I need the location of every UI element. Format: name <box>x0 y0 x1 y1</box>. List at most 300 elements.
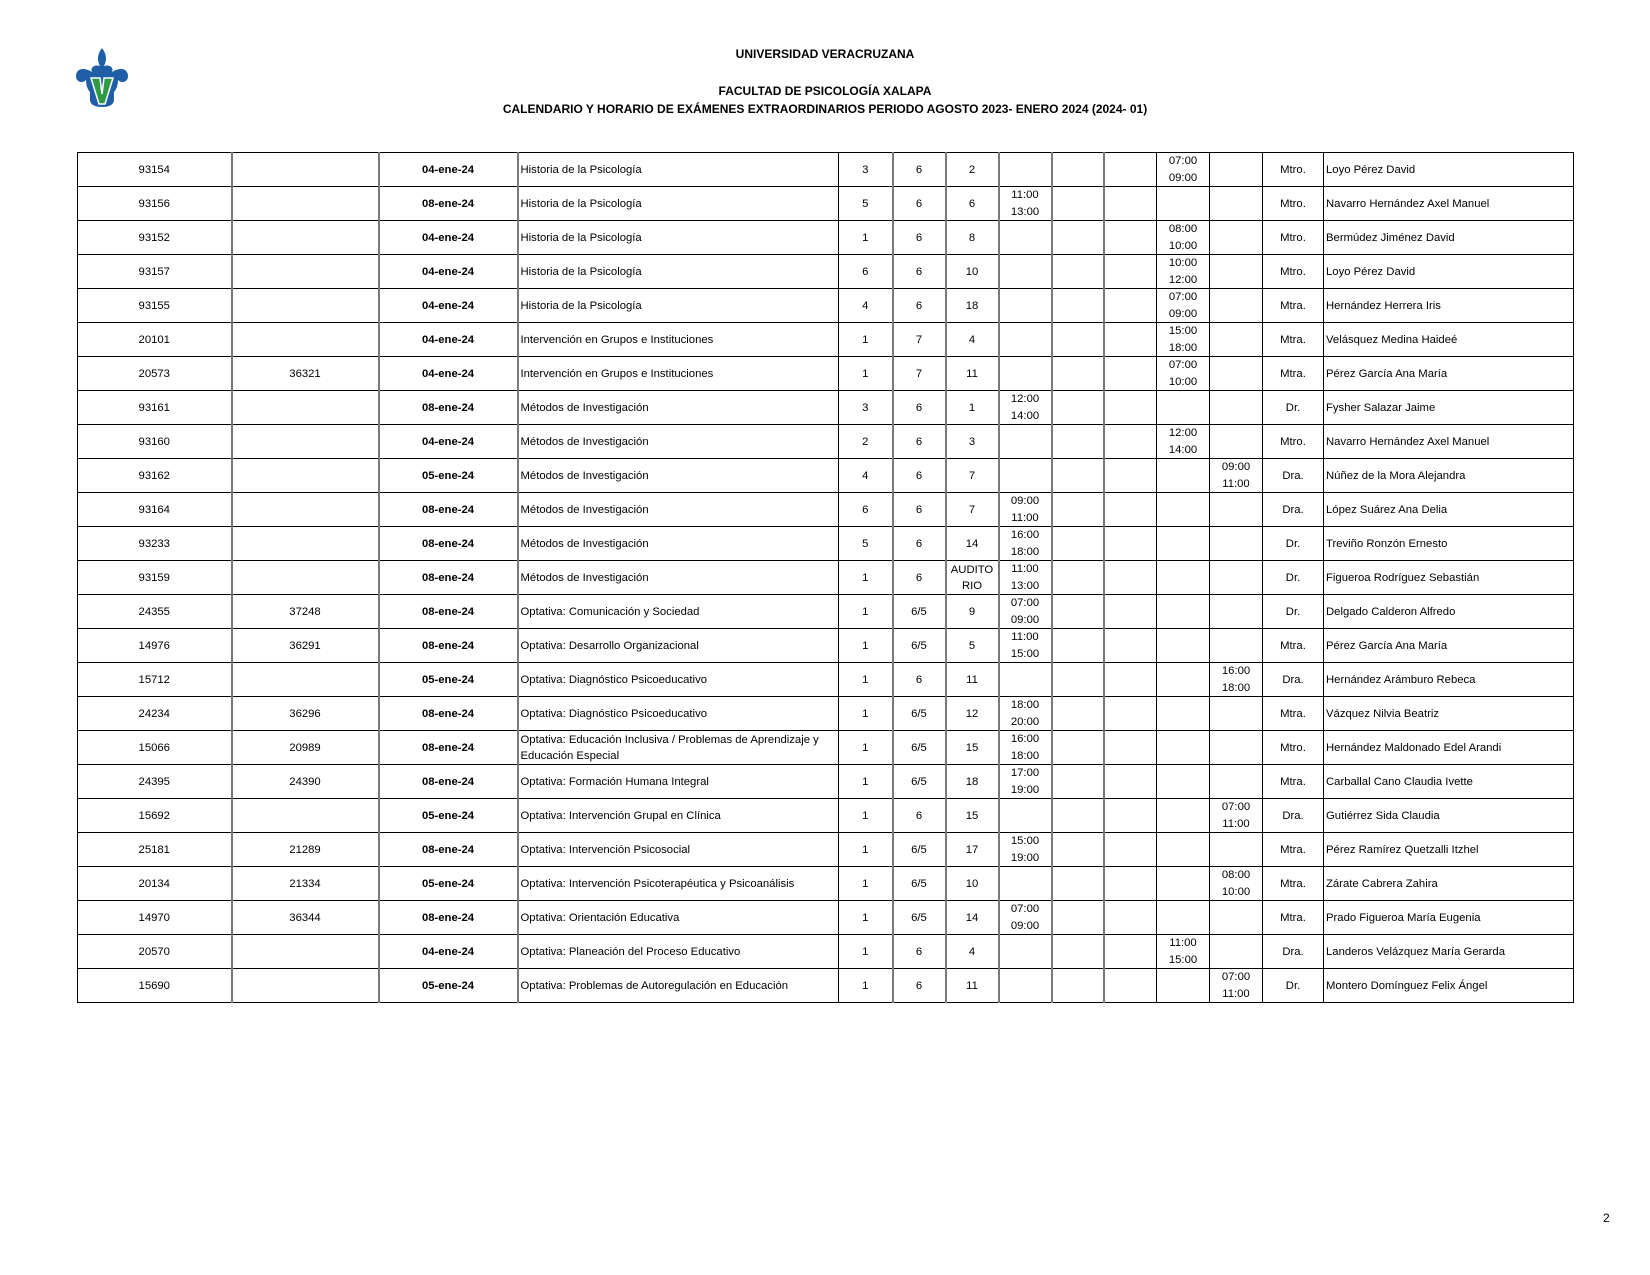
time-slot-1-cell: 07:00 09:00 <box>999 595 1052 629</box>
time-slot-2-cell <box>1052 935 1104 969</box>
nrc-cell: 93162 <box>78 459 232 493</box>
time-slot-3-cell <box>1104 221 1157 255</box>
time-slot-2-cell <box>1052 289 1104 323</box>
time-slot-4-cell <box>1157 867 1210 901</box>
column-1-cell: 1 <box>839 731 893 765</box>
linked-nrc-cell <box>232 425 379 459</box>
nrc-cell: 93159 <box>78 561 232 595</box>
time-slot-3-cell <box>1104 425 1157 459</box>
table-row <box>78 799 1574 833</box>
nrc-cell: 93156 <box>78 187 232 221</box>
linked-nrc-cell: 20989 <box>232 731 379 765</box>
linked-nrc-cell <box>232 561 379 595</box>
time-slot-5-cell: 07:00 11:00 <box>1210 969 1263 1003</box>
linked-nrc-cell <box>232 323 379 357</box>
teacher-name-cell: Pérez García Ana María <box>1324 629 1574 663</box>
teacher-title-cell: Mtro. <box>1263 731 1324 765</box>
teacher-name-cell: Delgado Calderon Alfredo <box>1324 595 1574 629</box>
room-cell: 1 <box>946 391 999 425</box>
column-1-cell: 1 <box>839 969 893 1003</box>
column-1-cell: 3 <box>839 391 893 425</box>
column-1-cell: 1 <box>839 697 893 731</box>
column-1-cell: 1 <box>839 663 893 697</box>
time-slot-1-cell: 11:00 13:00 <box>999 561 1052 595</box>
table-row <box>78 255 1574 289</box>
column-2-cell: 6/5 <box>893 595 946 629</box>
time-slot-3-cell <box>1104 867 1157 901</box>
subject-cell: Optativa: Intervención Psicosocial <box>518 833 839 867</box>
exam-date-cell: 04-ene-24 <box>379 289 518 323</box>
teacher-title-cell: Dr. <box>1263 527 1324 561</box>
table-row <box>78 187 1574 221</box>
time-slot-3-cell <box>1104 391 1157 425</box>
time-slot-5-cell <box>1210 935 1263 969</box>
column-2-cell: 6 <box>893 527 946 561</box>
table-row <box>78 629 1574 663</box>
time-slot-5-cell: 16:00 18:00 <box>1210 663 1263 697</box>
table-row <box>78 561 1574 595</box>
subject-cell: Historia de la Psicología <box>518 289 839 323</box>
exam-date-cell: 08-ene-24 <box>379 765 518 799</box>
time-slot-1-cell: 11:00 15:00 <box>999 629 1052 663</box>
nrc-cell: 14976 <box>78 629 232 663</box>
table-row <box>78 663 1574 697</box>
time-slot-1-cell <box>999 323 1052 357</box>
teacher-name-cell: Loyo Pérez David <box>1324 255 1574 289</box>
table-row <box>78 221 1574 255</box>
table-row <box>78 731 1574 765</box>
teacher-title-cell: Mtra. <box>1263 765 1324 799</box>
nrc-cell: 14970 <box>78 901 232 935</box>
time-slot-3-cell <box>1104 493 1157 527</box>
teacher-name-cell: Velásquez Medina Haideé <box>1324 323 1574 357</box>
room-cell: 15 <box>946 731 999 765</box>
subject-cell: Historia de la Psicología <box>518 255 839 289</box>
column-2-cell: 6 <box>893 187 946 221</box>
time-slot-5-cell <box>1210 901 1263 935</box>
column-1-cell: 6 <box>839 255 893 289</box>
time-slot-1-cell <box>999 289 1052 323</box>
exam-date-cell: 08-ene-24 <box>379 697 518 731</box>
time-slot-4-cell <box>1157 901 1210 935</box>
nrc-cell: 93164 <box>78 493 232 527</box>
room-cell: 14 <box>946 527 999 561</box>
column-1-cell: 1 <box>839 765 893 799</box>
exam-date-cell: 04-ene-24 <box>379 425 518 459</box>
linked-nrc-cell <box>232 221 379 255</box>
time-slot-4-cell <box>1157 629 1210 663</box>
exam-date-cell: 04-ene-24 <box>379 935 518 969</box>
time-slot-5-cell: 09:00 11:00 <box>1210 459 1263 493</box>
linked-nrc-cell <box>232 969 379 1003</box>
exam-date-cell: 05-ene-24 <box>379 867 518 901</box>
nrc-cell: 24395 <box>78 765 232 799</box>
table-row <box>78 425 1574 459</box>
document-title: CALENDARIO Y HORARIO DE EXÁMENES EXTRAORDINARIOS PERIODO AGOSTO 2023- ENERO 2024 (2024- 01) <box>502 102 1148 116</box>
exam-date-cell: 08-ene-24 <box>379 561 518 595</box>
teacher-name-cell: Navarro Hernández Axel Manuel <box>1324 425 1574 459</box>
time-slot-1-cell: 17:00 19:00 <box>999 765 1052 799</box>
room-cell: AUDITO RIO <box>946 561 999 595</box>
subject-cell: Intervención en Grupos e Instituciones <box>518 357 839 391</box>
exam-date-cell: 08-ene-24 <box>379 187 518 221</box>
column-1-cell: 1 <box>839 357 893 391</box>
room-cell: 10 <box>946 867 999 901</box>
time-slot-5-cell <box>1210 527 1263 561</box>
time-slot-5-cell <box>1210 187 1263 221</box>
time-slot-2-cell <box>1052 731 1104 765</box>
time-slot-2-cell <box>1052 901 1104 935</box>
room-cell: 7 <box>946 493 999 527</box>
exam-date-cell: 04-ene-24 <box>379 221 518 255</box>
linked-nrc-cell <box>232 459 379 493</box>
linked-nrc-cell: 36321 <box>232 357 379 391</box>
linked-nrc-cell <box>232 255 379 289</box>
table-row <box>78 765 1574 799</box>
time-slot-4-cell <box>1157 187 1210 221</box>
nrc-cell: 24355 <box>78 595 232 629</box>
room-cell: 3 <box>946 425 999 459</box>
time-slot-5-cell <box>1210 323 1263 357</box>
teacher-name-cell: Hernández Maldonado Edel Arandi <box>1324 731 1574 765</box>
teacher-name-cell: López Suárez Ana Delia <box>1324 493 1574 527</box>
column-2-cell: 6/5 <box>893 901 946 935</box>
room-cell: 11 <box>946 969 999 1003</box>
table-row <box>78 459 1574 493</box>
time-slot-5-cell <box>1210 561 1263 595</box>
time-slot-3-cell <box>1104 153 1157 187</box>
teacher-title-cell: Dr. <box>1263 969 1324 1003</box>
nrc-cell: 20101 <box>78 323 232 357</box>
time-slot-3-cell <box>1104 255 1157 289</box>
table-row <box>78 527 1574 561</box>
linked-nrc-cell: 37248 <box>232 595 379 629</box>
time-slot-2-cell <box>1052 629 1104 663</box>
time-slot-2-cell <box>1052 697 1104 731</box>
time-slot-1-cell <box>999 221 1052 255</box>
teacher-name-cell: Loyo Pérez David <box>1324 153 1574 187</box>
room-cell: 4 <box>946 323 999 357</box>
column-2-cell: 6 <box>893 459 946 493</box>
linked-nrc-cell: 21334 <box>232 867 379 901</box>
time-slot-5-cell: 07:00 11:00 <box>1210 799 1263 833</box>
column-2-cell: 6 <box>893 425 946 459</box>
column-2-cell: 6/5 <box>893 731 946 765</box>
time-slot-3-cell <box>1104 799 1157 833</box>
linked-nrc-cell: 24390 <box>232 765 379 799</box>
teacher-title-cell: Dr. <box>1263 595 1324 629</box>
teacher-title-cell: Dra. <box>1263 935 1324 969</box>
linked-nrc-cell <box>232 187 379 221</box>
table-row <box>78 357 1574 391</box>
column-1-cell: 1 <box>839 799 893 833</box>
time-slot-1-cell <box>999 799 1052 833</box>
nrc-cell: 93233 <box>78 527 232 561</box>
subject-cell: Historia de la Psicología <box>518 153 839 187</box>
nrc-cell: 93157 <box>78 255 232 289</box>
room-cell: 12 <box>946 697 999 731</box>
teacher-name-cell: Hernández Herrera Iris <box>1324 289 1574 323</box>
teacher-name-cell: Pérez Ramírez Quetzalli Itzhel <box>1324 833 1574 867</box>
time-slot-2-cell <box>1052 221 1104 255</box>
teacher-name-cell: Figueroa Rodríguez Sebastián <box>1324 561 1574 595</box>
time-slot-2-cell <box>1052 425 1104 459</box>
column-2-cell: 6 <box>893 561 946 595</box>
exam-date-cell: 05-ene-24 <box>379 799 518 833</box>
column-1-cell: 5 <box>839 527 893 561</box>
time-slot-1-cell: 16:00 18:00 <box>999 731 1052 765</box>
teacher-name-cell: Landeros Velázquez María Gerarda <box>1324 935 1574 969</box>
time-slot-2-cell <box>1052 595 1104 629</box>
subject-cell: Métodos de Investigación <box>518 391 839 425</box>
exam-date-cell: 08-ene-24 <box>379 629 518 663</box>
linked-nrc-cell <box>232 663 379 697</box>
linked-nrc-cell: 36296 <box>232 697 379 731</box>
linked-nrc-cell <box>232 527 379 561</box>
linked-nrc-cell <box>232 153 379 187</box>
teacher-name-cell: Núñez de la Mora Alejandra <box>1324 459 1574 493</box>
exam-date-cell: 08-ene-24 <box>379 391 518 425</box>
page-number: 2 <box>1603 1211 1610 1225</box>
teacher-title-cell: Mtra. <box>1263 629 1324 663</box>
subject-cell: Optativa: Intervención Psicoterapéutica y Psicoanálisis <box>518 867 839 901</box>
linked-nrc-cell: 36291 <box>232 629 379 663</box>
time-slot-1-cell: 07:00 09:00 <box>999 901 1052 935</box>
column-2-cell: 6 <box>893 935 946 969</box>
teacher-name-cell: Fysher Salazar Jaime <box>1324 391 1574 425</box>
table-row <box>78 697 1574 731</box>
time-slot-5-cell <box>1210 221 1263 255</box>
subject-cell: Optativa: Formación Humana Integral <box>518 765 839 799</box>
teacher-name-cell: Carballal Cano Claudia Ivette <box>1324 765 1574 799</box>
teacher-title-cell: Mtro. <box>1263 221 1324 255</box>
time-slot-3-cell <box>1104 935 1157 969</box>
time-slot-2-cell <box>1052 459 1104 493</box>
subject-cell: Optativa: Intervención Grupal en Clínica <box>518 799 839 833</box>
time-slot-3-cell <box>1104 323 1157 357</box>
room-cell: 8 <box>946 221 999 255</box>
subject-cell: Optativa: Diagnóstico Psicoeducativo <box>518 697 839 731</box>
linked-nrc-cell: 36344 <box>232 901 379 935</box>
teacher-title-cell: Dra. <box>1263 493 1324 527</box>
time-slot-4-cell <box>1157 561 1210 595</box>
nrc-cell: 15692 <box>78 799 232 833</box>
time-slot-2-cell <box>1052 187 1104 221</box>
exam-date-cell: 08-ene-24 <box>379 527 518 561</box>
column-1-cell: 3 <box>839 153 893 187</box>
column-1-cell: 1 <box>839 323 893 357</box>
time-slot-3-cell <box>1104 459 1157 493</box>
room-cell: 11 <box>946 357 999 391</box>
time-slot-4-cell: 11:00 15:00 <box>1157 935 1210 969</box>
time-slot-5-cell <box>1210 833 1263 867</box>
time-slot-4-cell <box>1157 969 1210 1003</box>
time-slot-2-cell <box>1052 561 1104 595</box>
subject-cell: Intervención en Grupos e Instituciones <box>518 323 839 357</box>
nrc-cell: 20134 <box>78 867 232 901</box>
time-slot-4-cell <box>1157 765 1210 799</box>
time-slot-2-cell <box>1052 255 1104 289</box>
time-slot-1-cell <box>999 459 1052 493</box>
teacher-title-cell: Mtro. <box>1263 153 1324 187</box>
column-1-cell: 1 <box>839 561 893 595</box>
faculty-title: FACULTAD DE PSICOLOGÍA XALAPA <box>718 84 932 98</box>
linked-nrc-cell <box>232 935 379 969</box>
column-2-cell: 6/5 <box>893 765 946 799</box>
exam-schedule-table <box>77 152 1574 1003</box>
time-slot-2-cell <box>1052 493 1104 527</box>
linked-nrc-cell <box>232 289 379 323</box>
time-slot-3-cell <box>1104 697 1157 731</box>
exam-date-cell: 08-ene-24 <box>379 833 518 867</box>
time-slot-2-cell <box>1052 357 1104 391</box>
time-slot-3-cell <box>1104 731 1157 765</box>
subject-cell: Optativa: Comunicación y Sociedad <box>518 595 839 629</box>
time-slot-3-cell <box>1104 187 1157 221</box>
room-cell: 7 <box>946 459 999 493</box>
university-title: UNIVERSIDAD VERACRUZANA <box>735 47 915 61</box>
time-slot-3-cell <box>1104 629 1157 663</box>
time-slot-1-cell: 12:00 14:00 <box>999 391 1052 425</box>
column-2-cell: 6 <box>893 255 946 289</box>
time-slot-1-cell <box>999 969 1052 1003</box>
teacher-title-cell: Mtro. <box>1263 255 1324 289</box>
teacher-name-cell: Vázquez Nilvia Beatriz <box>1324 697 1574 731</box>
column-2-cell: 6/5 <box>893 867 946 901</box>
time-slot-4-cell: 07:00 09:00 <box>1157 153 1210 187</box>
column-2-cell: 6 <box>893 493 946 527</box>
time-slot-5-cell: 08:00 10:00 <box>1210 867 1263 901</box>
time-slot-4-cell: 07:00 09:00 <box>1157 289 1210 323</box>
time-slot-3-cell <box>1104 289 1157 323</box>
column-1-cell: 1 <box>839 221 893 255</box>
exam-date-cell: 08-ene-24 <box>379 493 518 527</box>
time-slot-1-cell: 11:00 13:00 <box>999 187 1052 221</box>
column-1-cell: 1 <box>839 629 893 663</box>
subject-cell: Optativa: Desarrollo Organizacional <box>518 629 839 663</box>
time-slot-2-cell <box>1052 765 1104 799</box>
teacher-title-cell: Mtra. <box>1263 867 1324 901</box>
time-slot-4-cell <box>1157 391 1210 425</box>
time-slot-1-cell <box>999 935 1052 969</box>
nrc-cell: 20573 <box>78 357 232 391</box>
column-2-cell: 6 <box>893 391 946 425</box>
teacher-title-cell: Dr. <box>1263 561 1324 595</box>
column-2-cell: 6 <box>893 221 946 255</box>
time-slot-4-cell <box>1157 663 1210 697</box>
time-slot-4-cell: 07:00 10:00 <box>1157 357 1210 391</box>
room-cell: 6 <box>946 187 999 221</box>
teacher-title-cell: Dra. <box>1263 459 1324 493</box>
column-1-cell: 1 <box>839 833 893 867</box>
exam-date-cell: 04-ene-24 <box>379 323 518 357</box>
teacher-title-cell: Mtra. <box>1263 697 1324 731</box>
subject-cell: Optativa: Planeación del Proceso Educativo <box>518 935 839 969</box>
table-row <box>78 833 1574 867</box>
exam-date-cell: 04-ene-24 <box>379 153 518 187</box>
column-2-cell: 6/5 <box>893 629 946 663</box>
time-slot-1-cell: 15:00 19:00 <box>999 833 1052 867</box>
time-slot-5-cell <box>1210 697 1263 731</box>
time-slot-3-cell <box>1104 765 1157 799</box>
subject-cell: Métodos de Investigación <box>518 493 839 527</box>
time-slot-5-cell <box>1210 765 1263 799</box>
teacher-name-cell: Prado Figueroa María Eugenia <box>1324 901 1574 935</box>
time-slot-4-cell <box>1157 459 1210 493</box>
column-2-cell: 7 <box>893 357 946 391</box>
room-cell: 9 <box>946 595 999 629</box>
subject-cell: Historia de la Psicología <box>518 221 839 255</box>
time-slot-1-cell <box>999 357 1052 391</box>
room-cell: 2 <box>946 153 999 187</box>
time-slot-4-cell <box>1157 595 1210 629</box>
table-row <box>78 969 1574 1003</box>
exam-date-cell: 05-ene-24 <box>379 969 518 1003</box>
column-1-cell: 2 <box>839 425 893 459</box>
linked-nrc-cell <box>232 799 379 833</box>
exam-date-cell: 04-ene-24 <box>379 357 518 391</box>
time-slot-3-cell <box>1104 527 1157 561</box>
time-slot-1-cell: 18:00 20:00 <box>999 697 1052 731</box>
time-slot-4-cell <box>1157 493 1210 527</box>
teacher-title-cell: Mtra. <box>1263 323 1324 357</box>
time-slot-5-cell <box>1210 153 1263 187</box>
room-cell: 18 <box>946 289 999 323</box>
exam-date-cell: 08-ene-24 <box>379 901 518 935</box>
teacher-title-cell: Mtra. <box>1263 901 1324 935</box>
room-cell: 17 <box>946 833 999 867</box>
subject-cell: Métodos de Investigación <box>518 459 839 493</box>
table-row <box>78 935 1574 969</box>
time-slot-3-cell <box>1104 663 1157 697</box>
time-slot-4-cell: 08:00 10:00 <box>1157 221 1210 255</box>
subject-cell: Optativa: Diagnóstico Psicoeducativo <box>518 663 839 697</box>
column-2-cell: 6 <box>893 153 946 187</box>
teacher-title-cell: Mtro. <box>1263 425 1324 459</box>
time-slot-4-cell <box>1157 527 1210 561</box>
room-cell: 11 <box>946 663 999 697</box>
time-slot-4-cell: 15:00 18:00 <box>1157 323 1210 357</box>
column-1-cell: 1 <box>839 595 893 629</box>
teacher-name-cell: Pérez García Ana María <box>1324 357 1574 391</box>
table-row <box>78 867 1574 901</box>
time-slot-5-cell <box>1210 595 1263 629</box>
nrc-cell: 93155 <box>78 289 232 323</box>
teacher-name-cell: Navarro Hernández Axel Manuel <box>1324 187 1574 221</box>
time-slot-2-cell <box>1052 867 1104 901</box>
exam-date-cell: 05-ene-24 <box>379 459 518 493</box>
nrc-cell: 25181 <box>78 833 232 867</box>
nrc-cell: 20570 <box>78 935 232 969</box>
subject-cell: Optativa: Problemas de Autoregulación en Educación <box>518 969 839 1003</box>
time-slot-2-cell <box>1052 391 1104 425</box>
time-slot-3-cell <box>1104 595 1157 629</box>
time-slot-4-cell: 10:00 12:00 <box>1157 255 1210 289</box>
time-slot-2-cell <box>1052 663 1104 697</box>
room-cell: 15 <box>946 799 999 833</box>
column-2-cell: 7 <box>893 323 946 357</box>
time-slot-5-cell <box>1210 289 1263 323</box>
time-slot-2-cell <box>1052 527 1104 561</box>
nrc-cell: 15066 <box>78 731 232 765</box>
time-slot-1-cell: 09:00 11:00 <box>999 493 1052 527</box>
teacher-title-cell: Mtra. <box>1263 833 1324 867</box>
table-row <box>78 391 1574 425</box>
nrc-cell: 93161 <box>78 391 232 425</box>
room-cell: 10 <box>946 255 999 289</box>
column-2-cell: 6 <box>893 799 946 833</box>
time-slot-5-cell <box>1210 255 1263 289</box>
